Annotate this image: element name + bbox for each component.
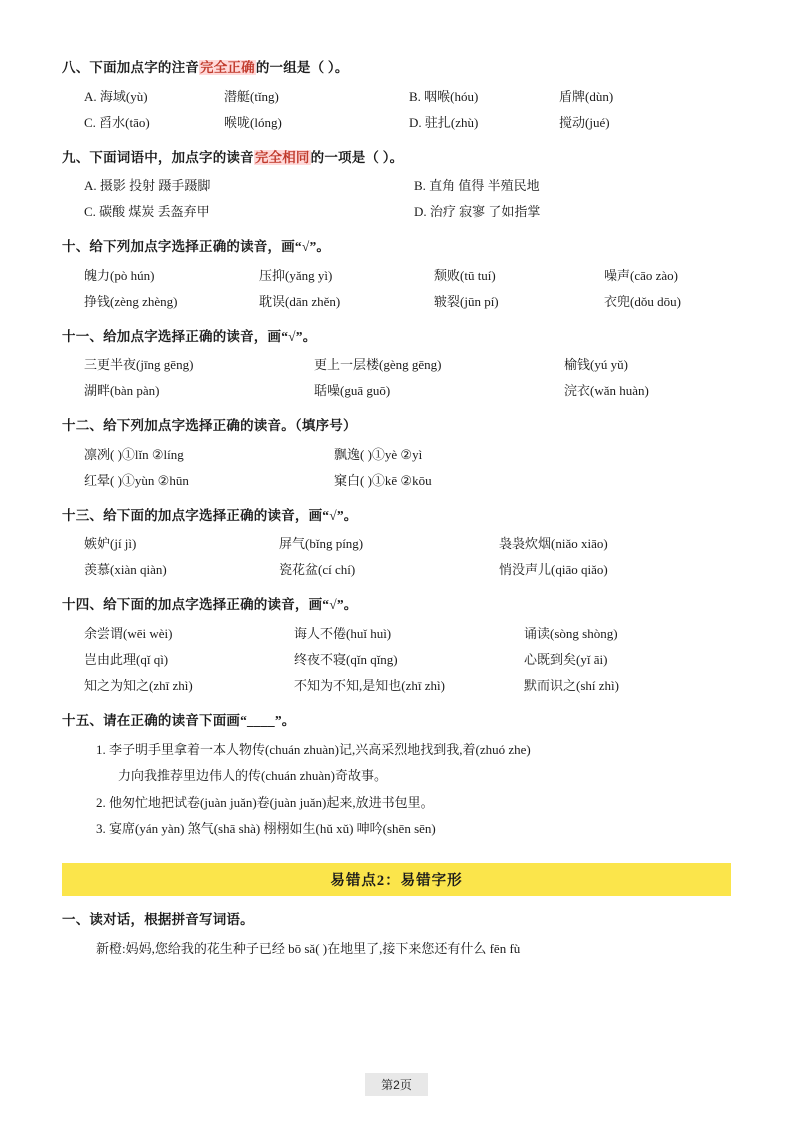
option-c[interactable]: C. 碳酸 煤炭 丢盔弃甲	[84, 204, 210, 220]
pinyin-choice[interactable]: 更上一层楼(gèng gēng)	[314, 357, 442, 373]
option-b[interactable]: B. 直角 值得 半殖民地	[414, 178, 540, 194]
section2-question-1-title: 一、读对话，根据拼音写词语。	[62, 912, 254, 928]
option-d[interactable]: D. 驻扎(zhù)	[409, 114, 479, 130]
option-b[interactable]: B. 咽喉(hóu)	[409, 88, 479, 104]
pinyin-choice[interactable]: 嫉妒(jí jì)	[84, 536, 137, 552]
pinyin-choice[interactable]: 皲裂(jūn pí)	[434, 293, 499, 309]
q15-line-1[interactable]: 1. 李子明手里拿着一本人物传(chuán zhuàn)记,兴高采烈地找到我,着(zhuó zhe)	[96, 741, 531, 757]
pinyin-choice[interactable]: 湖畔(bàn pàn)	[84, 383, 160, 399]
question-title-9-post: 的一项是（ ）。	[310, 149, 404, 165]
option-row	[62, 621, 731, 647]
pinyin-choice[interactable]: 压抑(yǎng yì)	[259, 267, 333, 283]
pinyin-choice[interactable]: 不知为不知,是知也(zhī zhì)	[294, 677, 445, 693]
pinyin-choice[interactable]: 诵读(sòng shòng)	[524, 625, 618, 641]
pinyin-choice[interactable]: 诲人不倦(huǐ huì)	[294, 625, 392, 641]
pinyin-choice[interactable]: 聒噪(guā guō)	[314, 383, 391, 399]
option-d[interactable]: D. 治疗 寂寥 了如指掌	[414, 204, 541, 220]
pinyin-choice[interactable]: 知之为知之(zhī zhì)	[84, 677, 193, 693]
option-row	[62, 110, 731, 136]
question-title-9-highlight: 完全相同	[254, 149, 310, 165]
page-number: 第2页	[365, 1073, 428, 1096]
option-row	[62, 557, 731, 583]
question-title-13: 十三、给下面的加点字选择正确的读音，画“√”。	[62, 507, 358, 523]
question-block-14	[62, 595, 731, 699]
pinyin-choice[interactable]: 羡慕(xiàn qiàn)	[84, 562, 167, 578]
question-title-8-pre: 八、下面加点字的注音	[62, 60, 199, 75]
pinyin-choice[interactable]: 浣衣(wǎn huàn)	[564, 383, 649, 399]
pinyin-choice[interactable]: 耽误(dān zhěn)	[259, 293, 341, 309]
question-title-11: 十一、给加点字选择正确的读音，画“√”。	[62, 328, 317, 344]
pinyin-choice[interactable]: 袅袅炊烟(niǎo xiāo)	[499, 536, 608, 552]
question-title-12: 十二、给下列加点字选择正确的读音。（填序号）	[62, 418, 357, 434]
pinyin-choice[interactable]: 瓷花盆(cí chí)	[279, 562, 356, 578]
option-row	[62, 199, 731, 225]
pinyin-choice[interactable]: 飘逸( )①yè ②yì	[334, 446, 423, 462]
option-row	[62, 442, 731, 468]
option-row	[62, 647, 731, 673]
section-banner: 易错点2：易错字形	[62, 863, 731, 896]
section2-question-1	[62, 910, 731, 962]
question-title-9	[62, 148, 731, 168]
q15-line-2[interactable]: 2. 他匆忙地把试卷(juàn juǎn)卷(juàn juǎn)起来,放进书包里。	[96, 794, 434, 810]
question-block-11	[62, 327, 731, 405]
option-c[interactable]: C. 舀水(tāo)	[84, 114, 150, 130]
pinyin-choice[interactable]: 颓败(tū tuí)	[434, 267, 496, 283]
question-title-9-pre: 九、下面词语中，加点字的读音	[62, 149, 254, 165]
pinyin-choice[interactable]: 榆钱(yú yǔ)	[564, 357, 628, 373]
q15-line-3[interactable]: 3. 宴席(yán yàn) 煞气(shā shà) 栩栩如生(hǔ xǔ) 呻吟(shēn sēn)	[96, 821, 436, 837]
pinyin-choice[interactable]: 终夜不寝(qǐn qǐng)	[294, 651, 398, 667]
page-footer	[0, 1073, 793, 1096]
pinyin-choice[interactable]: 默而识之(shí zhì)	[524, 677, 619, 693]
pinyin-choice[interactable]: 挣钱(zèng zhèng)	[84, 293, 178, 309]
option-a[interactable]: A. 摄影 投射 蹑手蹑脚	[84, 178, 211, 194]
question-block-8	[62, 58, 731, 136]
pinyin-choice[interactable]: 窠白( )①kē ②kōu	[334, 472, 432, 488]
option-row	[62, 173, 731, 199]
question-block-10	[62, 237, 731, 315]
option-c2[interactable]: 喉咙(lóng)	[224, 114, 282, 130]
option-row	[62, 263, 731, 289]
section2-question-1-line[interactable]: 新橙:妈妈,您给我的花生种子已经 bō sǎ( )在地里了,接下来您还有什么 fēn fù	[96, 940, 521, 956]
question-title-8	[62, 58, 731, 78]
pinyin-choice[interactable]: 心既到矣(yǐ āi)	[524, 651, 608, 667]
pinyin-choice[interactable]: 余尝谓(wēi wèi)	[84, 625, 173, 641]
option-row	[62, 352, 731, 378]
option-row	[62, 289, 731, 315]
option-b2[interactable]: 盾牌(dùn)	[559, 88, 614, 104]
pinyin-choice[interactable]: 悄没声儿(qiāo qiǎo)	[499, 562, 608, 578]
pinyin-choice[interactable]: 衣兜(dǒu dōu)	[604, 293, 681, 309]
question-title-14: 十四、给下面的加点字选择正确的读音，画“√”。	[62, 597, 358, 613]
question-title-15: 十五、请在正确的读音下面画“____”。	[62, 712, 296, 728]
option-row	[62, 531, 731, 557]
question-block-9	[62, 148, 731, 226]
question-block-15	[62, 711, 731, 843]
q15-line-1b[interactable]: 力向我推荐里边伟人的传(chuán zhuàn)奇故事。	[118, 768, 387, 784]
option-a2[interactable]: 潜艇(tǐng)	[224, 88, 279, 104]
question-title-8-highlight: 完全正确	[200, 60, 255, 75]
option-row	[62, 673, 731, 699]
question-title-8-post: 的一组是（ ）。	[255, 60, 349, 75]
pinyin-choice[interactable]: 屏气(bǐng píng)	[279, 536, 364, 552]
pinyin-choice[interactable]: 凛冽( )①lǐn ②líng	[84, 446, 184, 462]
pinyin-choice[interactable]: 红晕( )①yùn ②hūn	[84, 472, 189, 488]
option-row	[62, 84, 731, 110]
option-row	[62, 378, 731, 404]
pinyin-choice[interactable]: 噪声(cāo zào)	[604, 267, 678, 283]
question-title-10: 十、给下列加点字选择正确的读音，画“√”。	[62, 239, 331, 255]
question-block-13	[62, 506, 731, 584]
option-row	[62, 468, 731, 494]
pinyin-choice[interactable]: 岂由此理(qǐ qì)	[84, 651, 169, 667]
option-d2[interactable]: 搅动(jué)	[559, 114, 610, 130]
option-a[interactable]: A. 海域(yù)	[84, 88, 148, 104]
pinyin-choice[interactable]: 魄力(pò hún)	[84, 267, 155, 283]
question-block-12	[62, 416, 731, 494]
pinyin-choice[interactable]: 三更半夜(jīng gēng)	[84, 357, 194, 373]
